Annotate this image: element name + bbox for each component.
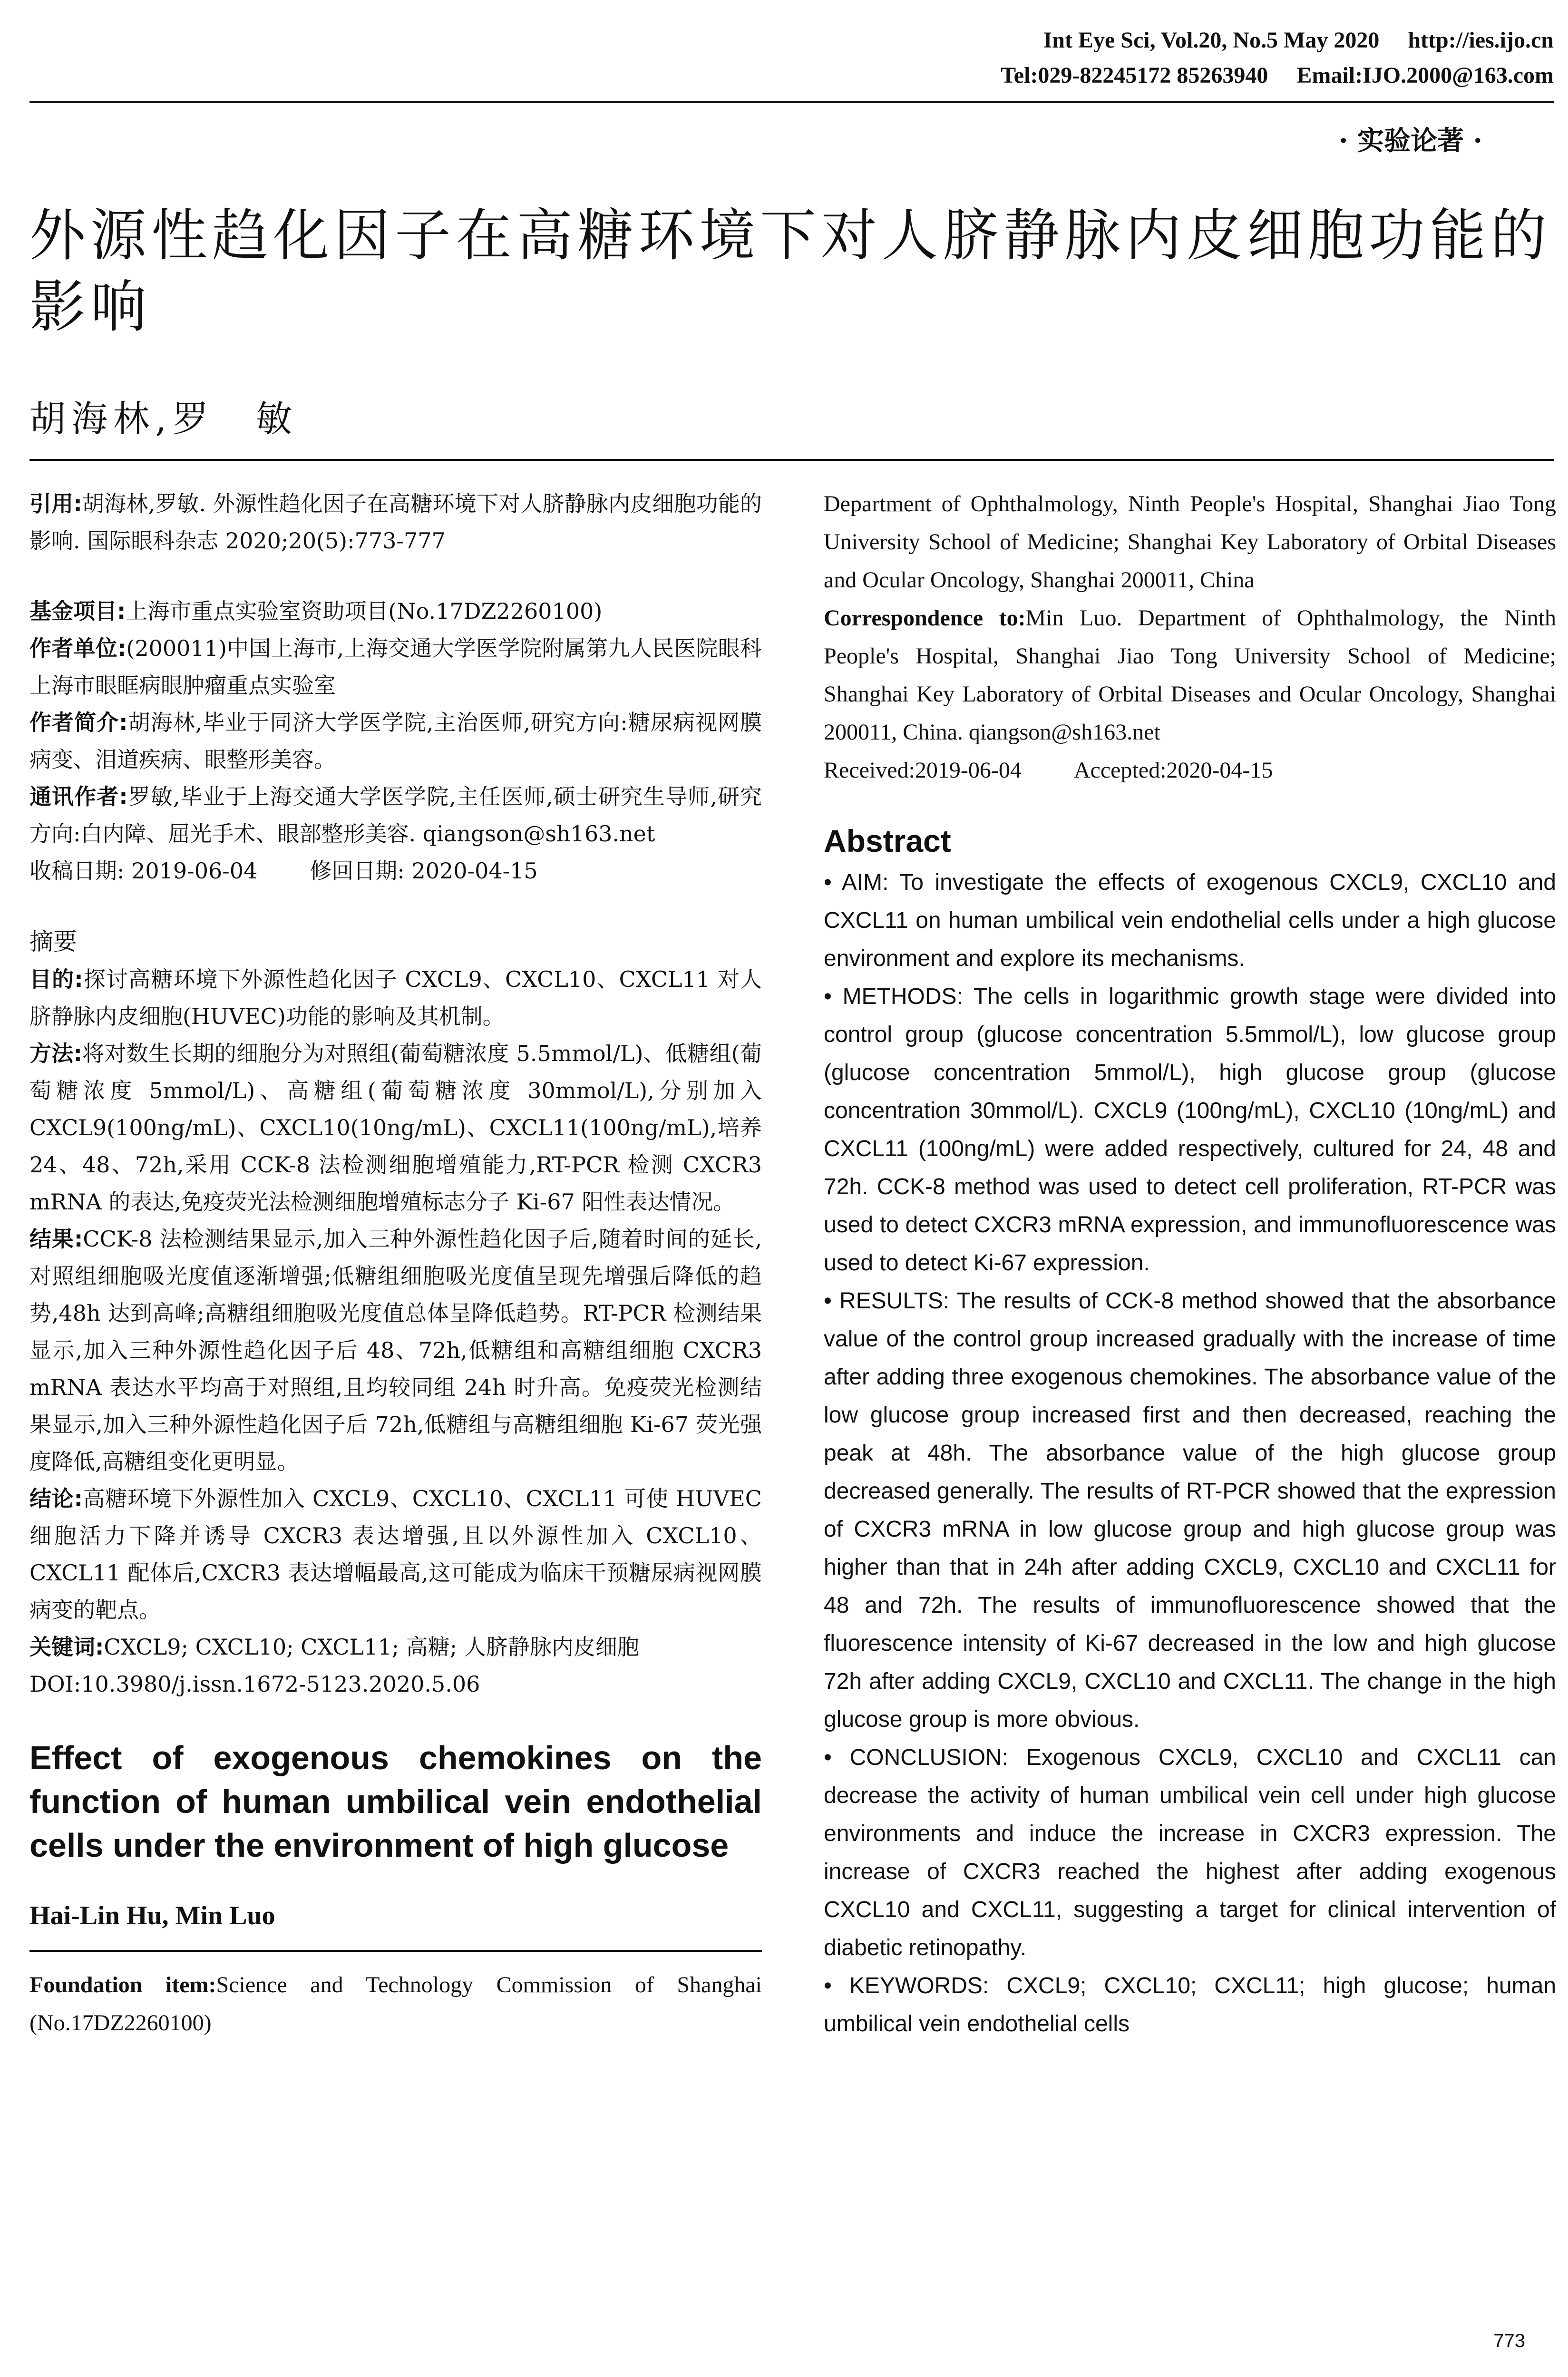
page-number: 773 [1493,2330,1525,2351]
methods-text-cn: 将对数生长期的细胞分为对照组(葡萄糖浓度 5.5mmol/L)、低糖组(葡萄糖浓度 5mmol/L)、高糖组(葡萄糖浓度 30mmol/L),分别加入 CXCL9(100ng/mL)、CXCL10(10ng/mL)、CXCL11(100ng/mL),培养 24、48、72h,采用 CCK-8 法检测细胞增殖能力,RT-PCR 检测 CXCR3 mRNA 的表达,免疫荧光法检测细胞增殖标志分子 Ki-67 阳性表达情况。 [29,1041,762,1215]
keywords-en [824,1967,1556,2043]
results-text-en: The results of CCK-8 method showed that the absorbance value of the control group increased gradually with the increase of time after adding three exogenous chemokines. The absorbance value of the low glucose group increased first and then decreased, reaching the peak at 48h. The absorbance value of the high glucose group decreased generally. The results of RT-PCR showed that the expression of CXCR3 mRNA in low glucose group and high glucose group was higher than that in 24h after adding CXCL9, CXCL10 and CXCL11 for 48 and 72h. The results of immunofluorescence showed that the fluorescence intensity of Ki-67 decreased in the low and high glucose 72h after adding CXCL9, CXCL10 and CXCL11. The change in the high glucose group is more obvious. [824,1288,1557,1732]
article-title-en: Effect of exogenous chemokines on the function of human umbilical vein endothelial cells under the environment of high glucose [29,1739,762,1864]
correspondence-label: Correspondence to: [824,605,1026,631]
aim-label-cn: 目的: [29,966,83,992]
aim-text-cn: 探讨高糖环境下外源性趋化因子 CXCL9、CXCL10、CXCL11 对人脐静脉内皮细胞(HUVEC)功能的影响及其机制。 [29,966,762,1029]
citation-label: 引用: [29,491,82,516]
abstract-heading-cn: 摘要 [29,928,77,955]
results-text-cn: CCK-8 法检测结果显示,加入三种外源性趋化因子后,随着时间的延长,对照组细胞吸光度值逐渐增强;低糖组细胞吸光度值呈现先增强后降低的趋势,48h 达到高峰;高糖组细胞吸光度值总体呈降低趋势。RT-PCR 检测结果显示,加入三种外源性趋化因子后 48、72h,低糖组和高糖组细胞 CXCR3 mRNA 表达水平均高于对照组,且均较同组 24h 时升高。免疫荧光检测结果显示,加入三种外源性趋化因子后 72h,低糖组与高糖组细胞 Ki-67 荧光强度降低,高糖组变化更明显。 [29,1226,762,1474]
fund-label: 基金项目: [29,598,126,624]
aim-cn [29,961,762,1035]
correspondence-text: Min Luo. Department of Ophthalmology, the Ninth People's Hospital, Shanghai Jiao Tong University School of Medicine; Shanghai Key Laboratory of Orbital Diseases and Ocular Oncology, Shanghai 200011, China. qiangson@sh163.net [824,605,1556,745]
unit-label: 作者单位: [29,635,127,661]
results-label-cn: 结果: [29,1226,83,1252]
methods-text-en: The cells in logarithmic growth stage were divided into control group (glucose concentration 5.5mmol/L), low glucose group (glucose concentration 5mmol/L), high glucose group (glucose concentration 30mmol/L). CXCL9 (100ng/mL), CXCL10 (10ng/mL) and CXCL11 (100ng/mL) were added respectively, cultured for 24, 48 and 72h. CCK-8 method was used to detect cell proliferation, RT-PCR was used to detect CXCR3 mRNA expression, and immunofluorescence was used to detect Ki-67 expression. [824,984,1556,1276]
conclusion-text-cn: 高糖环境下外源性加入 CXCL9、CXCL10、CXCL11 可使 HUVEC 细胞活力下降并诱导 CXCR3 表达增强,且以外源性加入 CXCL10、CXCL11 配体后,CXCR3 表达增幅最高,这可能成为临床干预糖尿病视网膜病变的靶点。 [29,1486,762,1623]
authors-cn: 胡海林,罗 敏 [29,398,298,440]
citation-text: 胡海林,罗敏. 外源性趋化因子在高糖环境下对人脐静脉内皮细胞功能的影响. 国际眼科杂志 2020;20(5):773-777 [29,491,762,554]
dates-en [824,751,1556,789]
journal-header [1001,23,1554,93]
methods-label-en: METHODS: [842,984,963,1009]
revised-date: 修回日期: 2020-04-15 [310,858,538,884]
corr-label: 通讯作者: [29,784,128,809]
corr-text: 罗敏,毕业于上海交通大学医学院,主任医师,硕士研究生导师,研究方向:白内障、屈光手术、眼部整形美容. qiangson@sh163.net [29,784,762,847]
methods-label-cn: 方法: [29,1041,82,1066]
conclusion-text-en: Exogenous CXCL9, CXCL10 and CXCL11 can decrease the activity of human umbilical vein cell under high glucose environments and induce the increase in CXCR3 expression. The increase of CXCR3 reached the highest after adding exogenous CXCL10 and CXCL11, suggesting a target for clinical intervention of diabetic retinopathy. [824,1745,1556,1960]
fund-item [29,593,762,630]
unit-text: (200011)中国上海市,上海交通大学医学院附属第九人民医院眼科 上海市眼眶病眼肿瘤重点实验室 [29,635,762,698]
foundation-item [29,1966,762,2042]
journal-tel: Tel:029-82245172 85263940 [1001,63,1268,88]
aim-label-en: AIM: [841,870,889,895]
corresponding-author [29,778,762,852]
dates-cn [29,852,762,889]
journal-url[interactable]: http://ies.ijo.cn [1408,28,1554,53]
affiliation-en: Department of Ophthalmology, Ninth People's Hospital, Shanghai Jiao Tong University School of Medicine; Shanghai Key Laboratory of Orbital Diseases and Ocular Oncology, Shanghai 200011, China [824,491,1556,593]
foundation-rule [29,1950,762,1952]
bio-text: 胡海林,毕业于同济大学医学院,主治医师,研究方向:糖尿病视网膜病变、泪道疾病、眼整形美容。 [29,710,762,772]
bullet-icon: • [824,984,832,1009]
conclusion-en [824,1739,1556,1967]
foundation-text: Science and Technology Commission of Shanghai (No.17DZ2260100) [29,1972,762,2036]
fund-text: 上海市重点实验室资助项目(No.17DZ2260100) [126,598,603,624]
foundation-label: Foundation item: [29,1972,216,1997]
correspondence-en [824,599,1556,751]
title-rule [29,459,1554,461]
results-cn [29,1220,762,1480]
right-column [824,485,1556,2043]
conclusion-cn [29,1480,762,1628]
conclusion-label-en: CONCLUSION: [849,1745,1009,1770]
keywords-label-cn: 关键词: [29,1634,104,1660]
keywords-text-en: CXCL9; CXCL10; CXCL11; high glucose; human umbilical vein endothelial cells [824,1973,1557,2036]
left-column [29,485,762,2042]
doi[interactable]: DOI:10.3980/j.issn.1672-5123.2020.5.06 [29,1671,480,1697]
keywords-cn [29,1628,762,1666]
methods-en [824,978,1556,1282]
header-rule [29,101,1554,103]
keywords-label-en: KEYWORDS: [849,1973,989,1998]
methods-cn [29,1035,762,1220]
conclusion-label-cn: 结论: [29,1486,83,1511]
journal-email[interactable]: Email:IJO.2000@163.com [1296,63,1554,88]
received-en: Received:2019-06-04 [824,758,1022,783]
bullet-icon: • [824,1745,832,1770]
results-en [824,1282,1556,1739]
bullet-icon: • [824,870,832,895]
received-date: 收稿日期: 2019-06-04 [29,858,258,884]
keywords-text-cn: CXCL9; CXCL10; CXCL11; 高糖; 人脐静脉内皮细胞 [104,1634,639,1660]
aim-en [824,864,1556,978]
citation [29,485,762,559]
article-title-cn: 外源性趋化因子在高糖环境下对人脐静脉内皮细胞功能的影响 [29,203,1552,340]
author-bio [29,704,762,778]
bullet-icon: • [824,1973,832,1998]
author-unit [29,630,762,704]
abstract-heading-en: Abstract [824,823,951,858]
authors-en: Hai-Lin Hu, Min Luo [29,1901,275,1930]
results-label-en: RESULTS: [839,1288,950,1314]
bio-label: 作者简介: [29,710,128,735]
column-tag: · 实验论著 · [1339,125,1482,156]
bullet-icon: • [824,1288,832,1314]
journal-citation-line: Int Eye Sci, Vol.20, No.5 May 2020 [1043,28,1380,53]
accepted-en: Accepted:2020-04-15 [1073,758,1273,783]
aim-text-en: To investigate the effects of exogenous CXCL9, CXCL10 and CXCL11 on human umbilical vein endothelial cells under a high glucose environment and explore its mechanisms. [824,870,1557,971]
